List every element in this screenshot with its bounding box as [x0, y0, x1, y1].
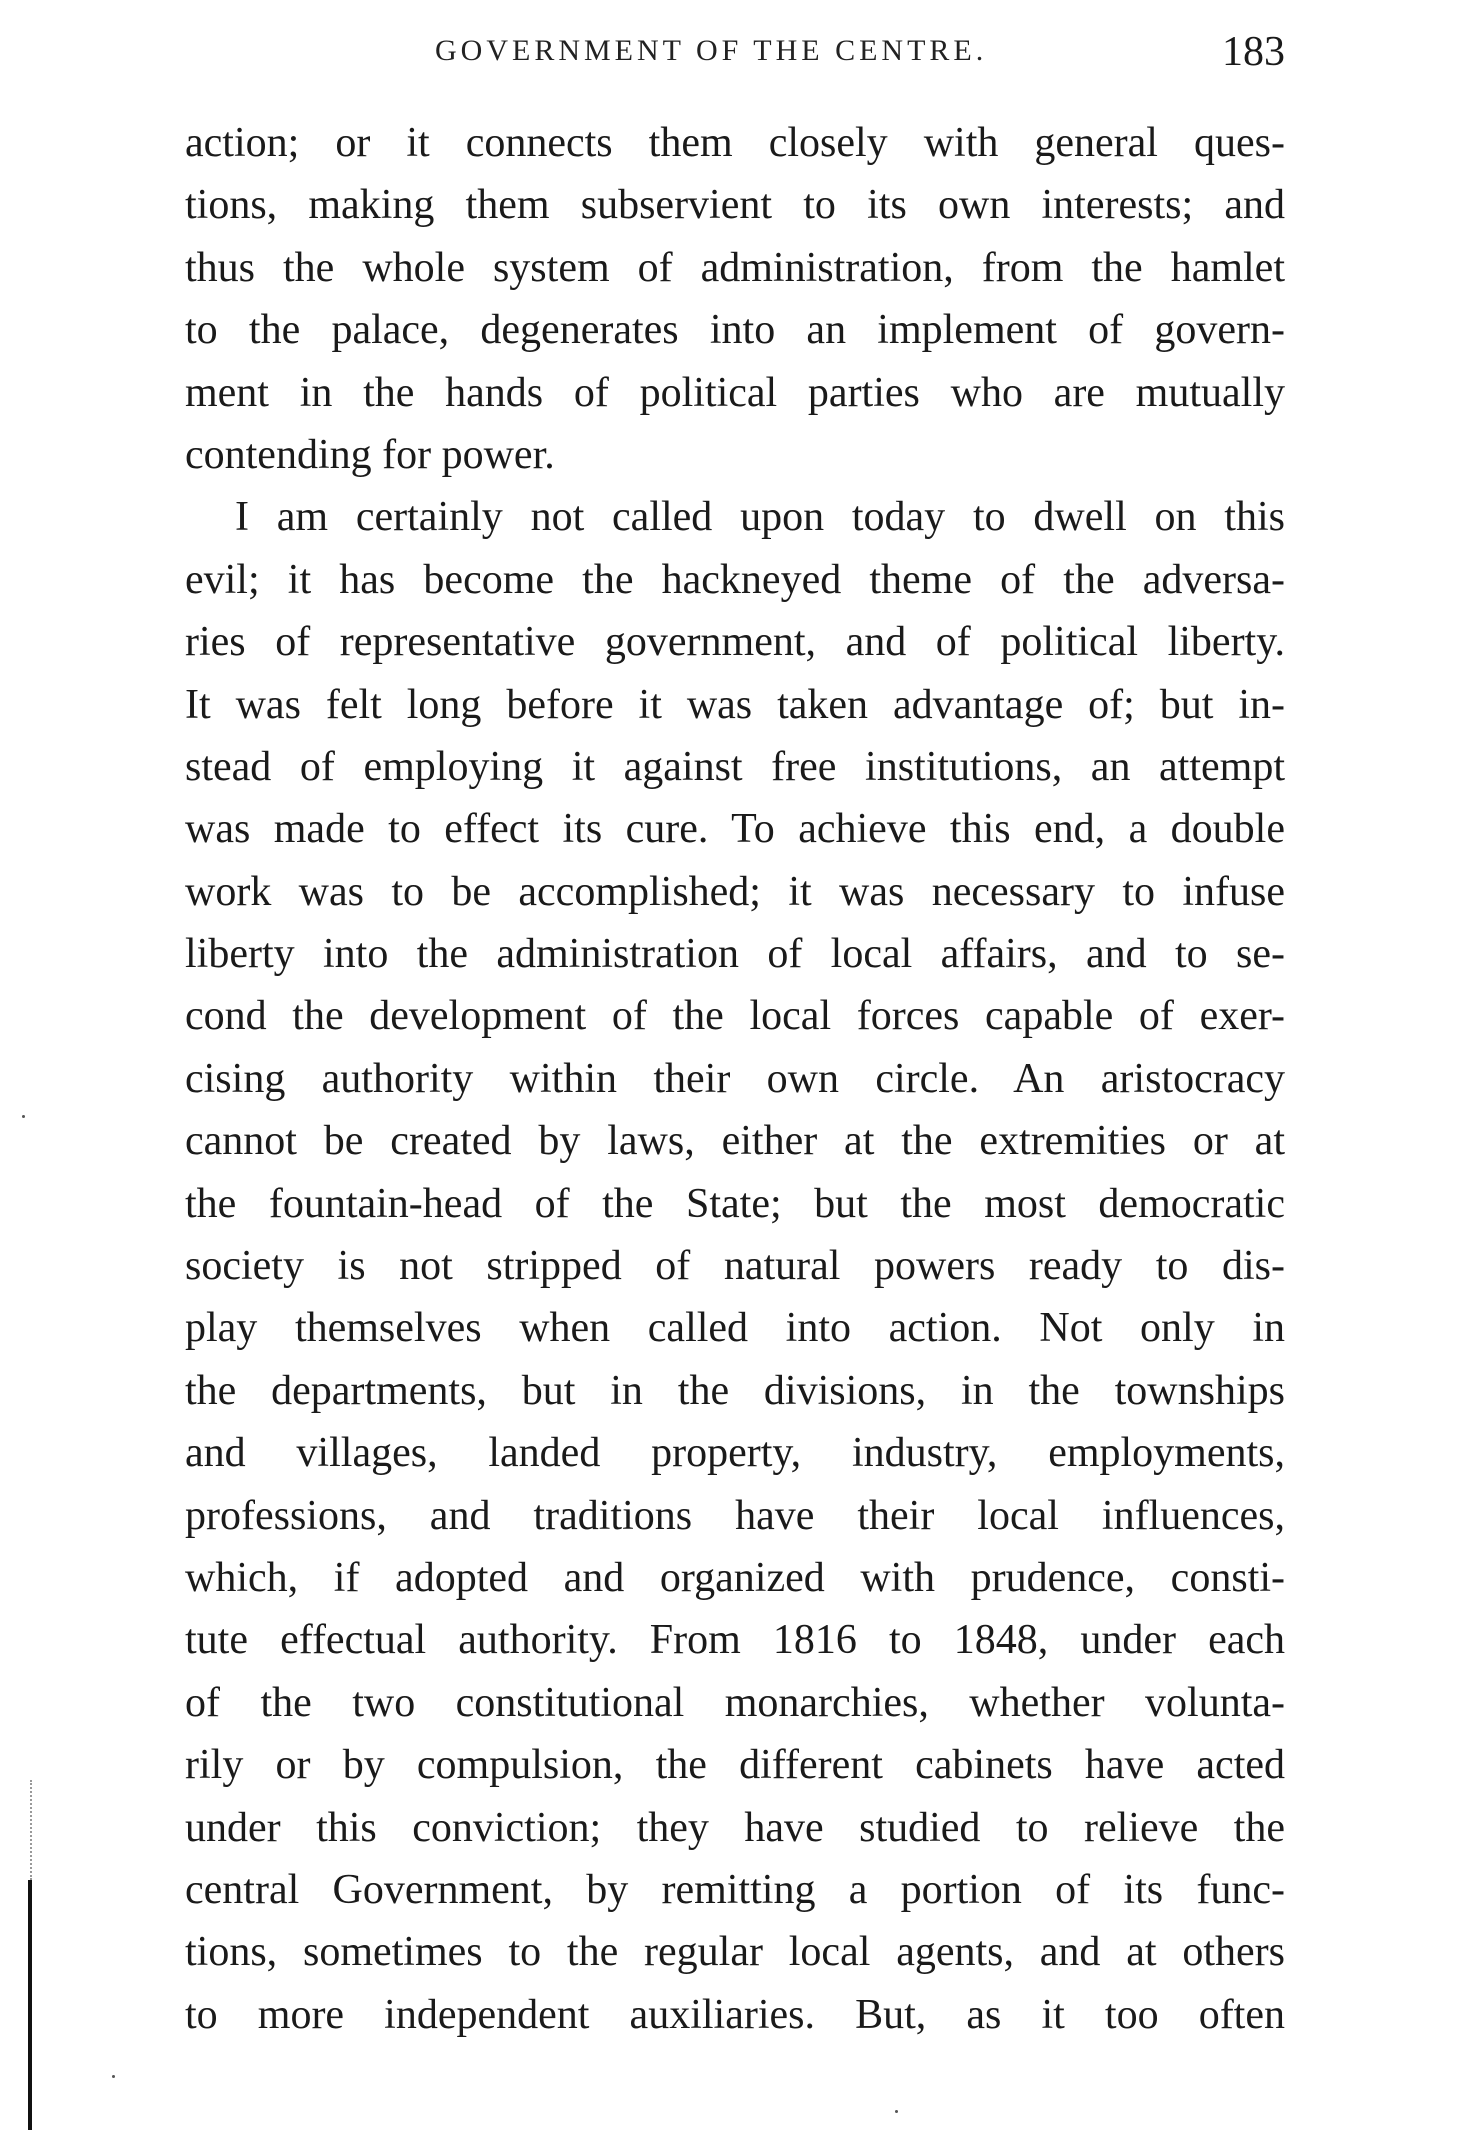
text-line: evil; it has become the hackneyed theme of the adversa-	[185, 556, 1285, 603]
text-line: central Government, by remitting a portion of its func-	[185, 1866, 1285, 1913]
text-line: action; or it connects them closely with general ques-	[185, 120, 1285, 166]
text-line: ries of representative government, and of political liberty.	[185, 619, 1285, 666]
running-title: GOVERNMENT OF THE CENTRE.	[435, 34, 988, 67]
text-line: the fountain-head of the State; but the most democratic	[185, 1180, 1285, 1227]
text-line: to the palace, degenerates into an implement of govern-	[185, 307, 1285, 354]
text-line: play themselves when called into action. Not only in	[185, 1305, 1285, 1352]
text-line: society is not stripped of natural powers ready to dis-	[185, 1243, 1285, 1290]
text-line: of the two constitutional monarchies, whether volunta-	[185, 1679, 1285, 1726]
text-line: ment in the hands of political parties who are mutually	[185, 369, 1285, 416]
text-line: thus the whole system of administration, from the hamlet	[185, 244, 1285, 291]
text-line: tute effectual authority. From 1816 to 1848, under each	[185, 1617, 1285, 1664]
text-line: stead of employing it against free institutions, an attempt	[185, 743, 1285, 790]
scan-speck	[112, 2075, 115, 2078]
running-head	[185, 28, 1285, 88]
text-line: tions, making them subservient to its own interests; and	[185, 182, 1285, 229]
text-line: which, if adopted and organized with prudence, consti-	[185, 1554, 1285, 1601]
scan-speck	[895, 2110, 898, 2113]
text-line: to more independent auxiliaries. But, as it too often	[185, 1991, 1285, 2038]
text-line: cannot be created by laws, either at the extremities or at	[185, 1118, 1285, 1165]
page-number: 183	[1222, 29, 1285, 75]
text-line: was made to effect its cure. To achieve this end, a double	[185, 806, 1285, 853]
text-line: liberty into the administration of local affairs, and to se-	[185, 931, 1285, 978]
scan-speck	[22, 1115, 25, 1118]
text-line: tions, sometimes to the regular local agents, and at others	[185, 1929, 1285, 1976]
text-line: cising authority within their own circle. An aristocracy	[185, 1055, 1285, 1102]
binding-edge-shadow	[28, 1880, 32, 2130]
text-line: rily or by compulsion, the different cabinets have acted	[185, 1742, 1285, 1789]
body-text	[185, 112, 1285, 2046]
text-line: professions, and traditions have their local influences,	[185, 1492, 1285, 1539]
text-line: contending for power.	[185, 431, 555, 478]
text-line: cond the development of the local forces capable of exer-	[185, 993, 1285, 1040]
binding-edge-mark	[30, 1780, 34, 1880]
text-line: It was felt long before it was taken advantage of; but in-	[185, 681, 1285, 728]
text-line: the departments, but in the divisions, in the townships	[185, 1367, 1285, 1414]
text-line: work was to be accomplished; it was necessary to infuse	[185, 868, 1285, 915]
text-line: and villages, landed property, industry, employments,	[185, 1430, 1285, 1477]
text-line: I am certainly not called upon today to dwell on this	[235, 494, 1285, 541]
text-line: under this conviction; they have studied to relieve the	[185, 1804, 1285, 1851]
